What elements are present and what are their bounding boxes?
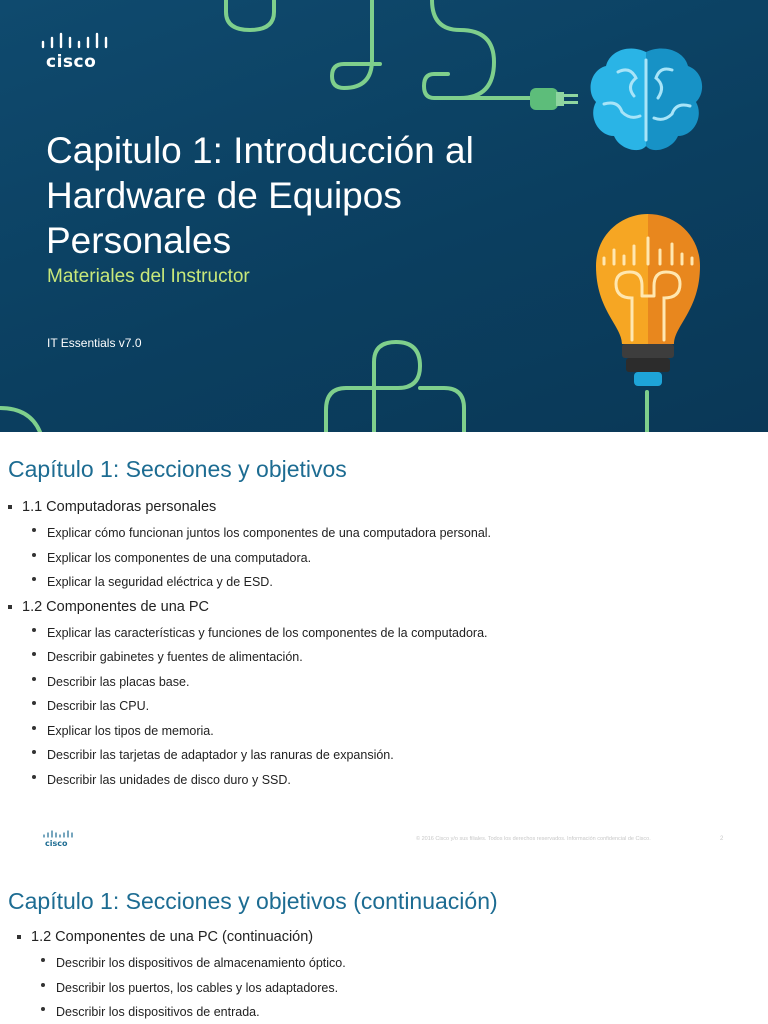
objective-item: Describir los puertos, los cables y los adaptadores. [9,977,768,1002]
objectives-list [9,926,768,1024]
course-version: IT Essentials v7.0 [47,336,142,350]
objectives-slide [0,432,768,864]
light-bulb-icon [596,214,700,386]
objective-item: Explicar los tipos de memoria. [0,720,760,745]
objective-item: Describir los dispositivos de entrada. [9,1001,768,1024]
cisco-logo-text: cisco [46,52,97,72]
title-slide [0,0,768,432]
objective-item: Describir las placas base. [0,671,760,696]
cisco-bars-icon [42,830,74,848]
footer-logo-text: cisco [45,839,68,848]
section-title: 1.2 Componentes de una PC (continuación) [9,926,768,952]
section-title: 1.2 Componentes de una PC [0,596,760,622]
objective-item: Describir las tarjetas de adaptador y las ranuras de expansión. [0,744,760,769]
brain-icon [591,48,703,150]
objective-item: Describir las CPU. [0,695,760,720]
objective-item: Explicar cómo funcionan juntos los componentes de una computadora personal. [0,522,760,547]
objective-item: Describir los dispositivos de almacenamiento óptico. [9,952,768,977]
footer-cisco-logo [42,830,74,848]
objective-item: Describir las unidades de disco duro y SSD. [0,769,760,794]
objectives-list [0,496,760,793]
objective-item: Explicar los componentes de una computadora. [0,547,760,572]
cisco-bars-icon [40,32,112,52]
objective-item: Describir gabinetes y fuentes de alimentación. [0,646,760,671]
slide-heading: Capítulo 1: Secciones y objetivos (continuación) [8,888,498,914]
footer-copyright: © 2016 Cisco y/o sus filiales. Todos los derechos reservados. Información confidencial de Cisco. [416,836,651,842]
section-title: 1.1 Computadoras personales [0,496,760,522]
objectives-continued-slide [0,864,768,1024]
objective-item: Explicar la seguridad eléctrica y de ESD. [0,571,760,596]
cisco-logo [40,32,112,72]
presentation-title: Capitulo 1: Introducción al Hardware de Equipos Personales [46,130,474,261]
plug-icon [530,88,578,110]
objective-item: Explicar las características y funciones de los componentes de la computadora. [0,622,760,647]
page-number: 2 [720,836,724,842]
presentation-subtitle: Materiales del Instructor [47,266,250,287]
slide-heading: Capítulo 1: Secciones y objetivos [8,456,347,482]
